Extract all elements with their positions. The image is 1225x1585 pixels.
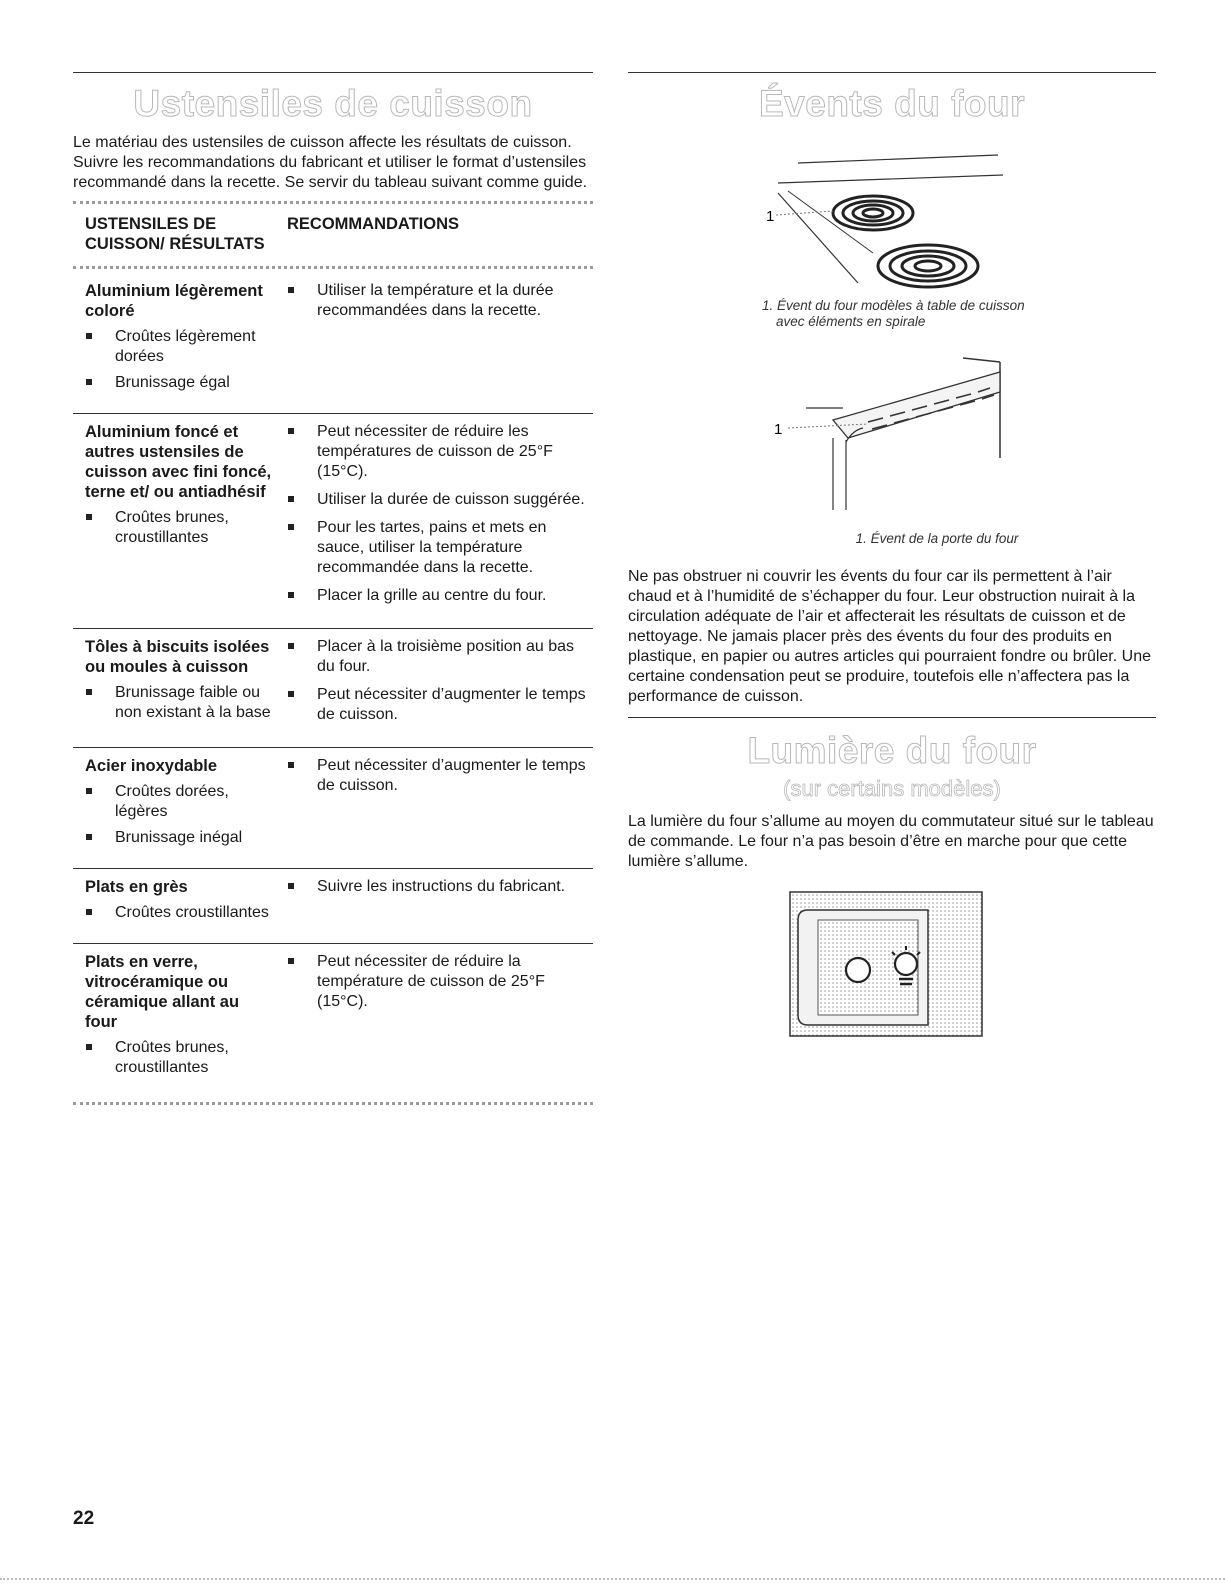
door-vent-illustration (628, 350, 1156, 535)
figure1-caption (628, 298, 1156, 330)
recommendations-cell (275, 414, 593, 629)
table-row (73, 748, 593, 869)
cookware-cell (73, 414, 275, 629)
figure1-caption-line1: 1. Évent du four modèles à table de cuisson (762, 298, 1025, 313)
recommendations-list (287, 637, 593, 725)
header-bottom-rule (73, 266, 593, 269)
cookware-cell (73, 944, 275, 1099)
results-list (85, 1038, 275, 1078)
material-name: Plats en verre, vitrocéramique ou céramique allant au four (85, 953, 240, 1031)
header-cookware: USTENSILES DE CUISSON/ RÉSULTATS (85, 215, 265, 253)
result-item: Brunissage inégal (85, 828, 275, 848)
material-name: Plats en grès (85, 878, 188, 896)
recommendation-item: Pour les tartes, pains et mets en sauce, utiliser la température recommandée dans la recette. (287, 518, 593, 578)
results-list (85, 683, 275, 723)
table-bottom-rule (73, 1102, 593, 1105)
table-row (73, 944, 593, 1099)
light-switch-illustration (788, 890, 988, 1040)
recommendations-list (287, 422, 593, 606)
recommendation-item: Utiliser la température et la durée recommandées dans la recette. (287, 281, 593, 321)
recommendations-cell (275, 869, 593, 944)
page-number: 22 (73, 1508, 95, 1529)
material-name: Tôles à biscuits isolées ou moules à cuisson (85, 638, 270, 676)
recommendation-item: Peut nécessiter d’augmenter le temps de cuisson. (287, 756, 593, 796)
section-title-ustensiles: Ustensiles de cuisson (133, 83, 533, 124)
right-column (628, 72, 1156, 1045)
recommendations-cell (275, 273, 593, 414)
vents-bottom-rule (628, 717, 1156, 718)
result-item: Croûtes croustillantes (85, 903, 275, 923)
recommendation-item: Suivre les instructions du fabricant. (287, 877, 593, 897)
light-paragraph: La lumière du four s’allume au moyen du commutateur situé sur le tableau de commande. Le four n’a pas besoin d’être en marche pour que cette lumière s’allume. (628, 813, 1154, 870)
top-rule (73, 72, 593, 73)
recommendations-list (287, 756, 593, 796)
bottom-border (0, 1578, 1225, 1580)
figure1-caption-line2: avec éléments en spirale (776, 314, 926, 329)
recommendation-item: Placer la grille au centre du four. (287, 586, 593, 606)
callout-1-door: 1 (774, 421, 783, 438)
results-list (85, 327, 275, 393)
result-item: Croûtes dorées, légères (85, 782, 275, 822)
result-item: Brunissage égal (85, 373, 275, 393)
material-name: Aluminium foncé et autres ustensiles de cuisson avec fini foncé, terne et/ ou antiadhésif (85, 423, 272, 501)
intro-paragraph: Le matériau des ustensiles de cuisson affecte les résultats de cuisson. Suivre les recommandations du fabricant et utiliser le format d’ustensiles recommandé dans la recette. Se servir du tableau suivant comme guide. (73, 134, 588, 191)
figure2-caption: 1. Évent de la porte du four (855, 531, 1019, 546)
left-column (73, 72, 593, 1109)
table-header-row (73, 208, 593, 262)
power-symbol-icon (846, 958, 870, 982)
figure-door-vent (628, 350, 1156, 535)
recommendations-cell (275, 629, 593, 748)
coil-element-front (878, 245, 978, 287)
cookware-cell (73, 869, 275, 944)
result-item: Croûtes brunes, croustillantes (85, 1038, 275, 1078)
vents-paragraph: Ne pas obstruer ni couvrir les évents du four car ils permettent à l’air chaud et à l’humidité de s’échapper du four. Leur obstruction nuirait à la circulation adéquate de l’air et affecterait les résultats de cuisson et de nettoyage. Ne jamais placer près des évents du four des produits en plastique, en papier ou autres articles qui pourraient fondre ou brûler. Une certaine condensation peut se produire, toutefois elle n’affectera pas la performance de cuisson. (628, 568, 1151, 705)
coil-element-back (833, 196, 913, 230)
results-list (85, 508, 275, 548)
figure-cooktop-vent (628, 133, 1156, 298)
recommendations-list (287, 281, 593, 321)
recommendation-item: Utiliser la durée de cuisson suggérée. (287, 490, 593, 510)
cooktop-vent-illustration (628, 133, 1156, 298)
header-recommendations: RECOMMANDATIONS (287, 215, 460, 233)
section-title-light: Lumière du four (747, 730, 1037, 771)
results-list (85, 903, 275, 923)
recommendation-item: Peut nécessiter de réduire les températures de cuisson de 25°F (15°C). (287, 422, 593, 482)
section-title-vents: Évents du four (758, 83, 1026, 124)
result-item: Brunissage faible ou non existant à la base (85, 683, 275, 723)
recommendations-list (287, 952, 593, 1012)
table-row (73, 273, 593, 414)
cookware-cell (73, 748, 275, 869)
result-item: Croûtes brunes, croustillantes (85, 508, 275, 548)
cookware-cell (73, 273, 275, 414)
material-name: Aluminium légèrement coloré (85, 282, 263, 320)
cookware-table (73, 208, 593, 262)
callout-1: 1 (766, 208, 775, 225)
cookware-table-body (73, 273, 593, 1098)
result-item: Croûtes légèrement dorées (85, 327, 275, 367)
recommendation-item: Placer à la troisième position au bas du four. (287, 637, 593, 677)
recommendations-cell (275, 748, 593, 869)
top-rule-right (628, 72, 1156, 73)
results-list (85, 782, 275, 848)
recommendation-item: Peut nécessiter de réduire la température de cuisson de 25°F (15°C). (287, 952, 593, 1012)
recommendation-item: Peut nécessiter d’augmenter le temps de cuisson. (287, 685, 593, 725)
table-row (73, 629, 593, 748)
recommendations-list (287, 877, 593, 897)
light-subtitle: (sur certains modèles) (783, 776, 1001, 801)
material-name: Acier inoxydable (85, 757, 218, 775)
recommendations-cell (275, 944, 593, 1099)
figure-light-switch (788, 890, 1156, 1045)
table-row (73, 869, 593, 944)
cookware-cell (73, 629, 275, 748)
table-row (73, 414, 593, 629)
table-top-rule (73, 201, 593, 204)
